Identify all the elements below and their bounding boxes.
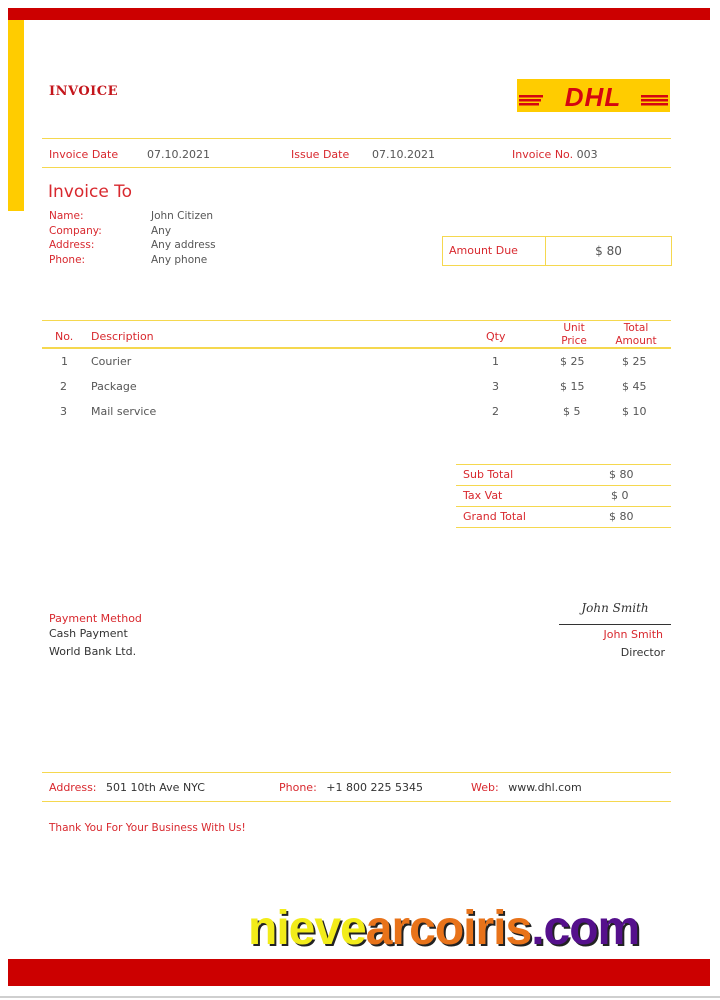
- watermark-part1: nieve: [248, 902, 366, 955]
- subtotal-label: Sub Total: [463, 468, 514, 481]
- subtotal-value: $ 80: [609, 468, 634, 481]
- row-1-unit-price: $ 25: [560, 355, 585, 368]
- bottom-red-bar: [8, 959, 710, 986]
- footer-web-label: Web:: [471, 781, 499, 794]
- col-header-unit-price-line2: Price: [561, 335, 587, 347]
- subtotal-row: [456, 465, 671, 485]
- row-2-description: Package: [91, 380, 137, 393]
- issue-date-label: Issue Date: [291, 148, 350, 161]
- invoice-to-row-company: [49, 224, 216, 239]
- svg-text:DHL: DHL: [564, 82, 622, 112]
- tax-value: $ 0: [611, 489, 629, 502]
- footer-phone: [279, 781, 423, 794]
- bottom-edge-line: [0, 996, 720, 998]
- watermark-part2: arcoiris: [365, 902, 532, 955]
- invoice-date-value: 07.10.2021: [147, 148, 210, 161]
- footer-address-label: Address:: [49, 781, 97, 794]
- name-label: Name:: [49, 210, 84, 222]
- row-1-total: $ 25: [622, 355, 647, 368]
- footer-address-value: 501 10th Ave NYC: [106, 781, 205, 794]
- invoice-number-label: Invoice No.: [512, 148, 574, 161]
- footer-web-link[interactable]: www.dhl.com: [508, 781, 582, 794]
- totals-rule: [456, 527, 671, 528]
- meta-top-rule: [42, 138, 671, 139]
- signatory-name: John Smith: [603, 628, 663, 641]
- col-header-total-line2: Amount: [615, 335, 657, 347]
- phone-value: Any phone: [151, 253, 208, 266]
- col-header-description: Description: [91, 330, 154, 343]
- signature-script: John Smith: [581, 601, 649, 615]
- row-3-qty: 2: [492, 405, 499, 418]
- amount-due-label: Amount Due: [443, 237, 546, 265]
- company-label: Company:: [49, 224, 102, 237]
- footer-top-rule: [42, 772, 671, 773]
- issue-date-value: 07.10.2021: [372, 148, 435, 161]
- name-value: John Citizen: [151, 210, 214, 222]
- company-value: Any: [151, 224, 172, 237]
- grand-total-row: [456, 507, 671, 527]
- row-3-description: Mail service: [91, 405, 157, 418]
- payment-bank: World Bank Ltd.: [49, 645, 137, 658]
- row-2-unit-price: $ 15: [560, 380, 585, 393]
- row-3-total: $ 10: [622, 405, 647, 418]
- col-header-no: No.: [55, 330, 74, 343]
- thank-you-note: Thank You For Your Business With Us!: [49, 822, 246, 834]
- tax-label: Tax Vat: [463, 489, 503, 502]
- payment-method-label: Payment Method: [49, 612, 142, 625]
- dhl-logo-icon: [517, 79, 670, 112]
- col-header-qty: Qty: [486, 330, 506, 343]
- watermark: [248, 902, 640, 955]
- amount-due-box: [442, 236, 672, 266]
- amount-due-value: $ 80: [595, 244, 622, 258]
- row-1-no: 1: [61, 355, 68, 368]
- col-header-unit-price-line1: Unit: [563, 322, 585, 334]
- address-label: Address:: [49, 239, 95, 251]
- footer-phone-label: Phone:: [279, 781, 317, 794]
- grand-total-value: $ 80: [609, 510, 634, 523]
- table-header-rule: [42, 347, 671, 349]
- footer-phone-value: +1 800 225 5345: [326, 781, 423, 794]
- invoice-number-value: 003: [576, 148, 598, 161]
- invoice-number: [512, 148, 598, 161]
- watermark-part3: .com: [531, 902, 640, 955]
- row-3-unit-price: $ 5: [563, 405, 581, 418]
- top-red-bar: [8, 8, 710, 20]
- invoice-to-heading: Invoice To: [48, 182, 133, 202]
- col-header-unit-price: [553, 322, 595, 348]
- signature-line: [559, 624, 671, 625]
- invoice-to-row-address: [49, 238, 216, 253]
- col-header-total-line1: Total: [623, 322, 649, 334]
- invoice-to-row-phone: [49, 253, 216, 268]
- dhl-logo: [517, 79, 670, 112]
- side-yellow-bar: [8, 20, 24, 211]
- footer-web: [471, 781, 582, 794]
- totals-block: [456, 464, 671, 528]
- row-2-no: 2: [60, 380, 67, 393]
- invoice-date-label: Invoice Date: [49, 148, 119, 161]
- grand-total-label: Grand Total: [463, 510, 526, 523]
- tax-row: [456, 486, 671, 506]
- payment-method-value: Cash Payment: [49, 627, 128, 640]
- col-header-total: [612, 322, 660, 348]
- table-top-rule: [42, 320, 671, 321]
- address-value: Any address: [151, 239, 216, 251]
- row-2-total: $ 45: [622, 380, 647, 393]
- meta-bottom-rule: [42, 167, 671, 168]
- invoice-to-row-name: [49, 209, 216, 224]
- phone-label: Phone:: [49, 253, 86, 266]
- invoice-to-details: [49, 209, 216, 267]
- signatory-role: Director: [620, 646, 665, 659]
- row-3-no: 3: [60, 405, 67, 418]
- row-1-description: Courier: [91, 355, 132, 368]
- row-2-qty: 3: [492, 380, 499, 393]
- row-1-qty: 1: [492, 355, 499, 368]
- invoice-title: INVOICE: [49, 84, 118, 99]
- footer-address: [49, 781, 205, 794]
- footer-bottom-rule: [42, 801, 671, 802]
